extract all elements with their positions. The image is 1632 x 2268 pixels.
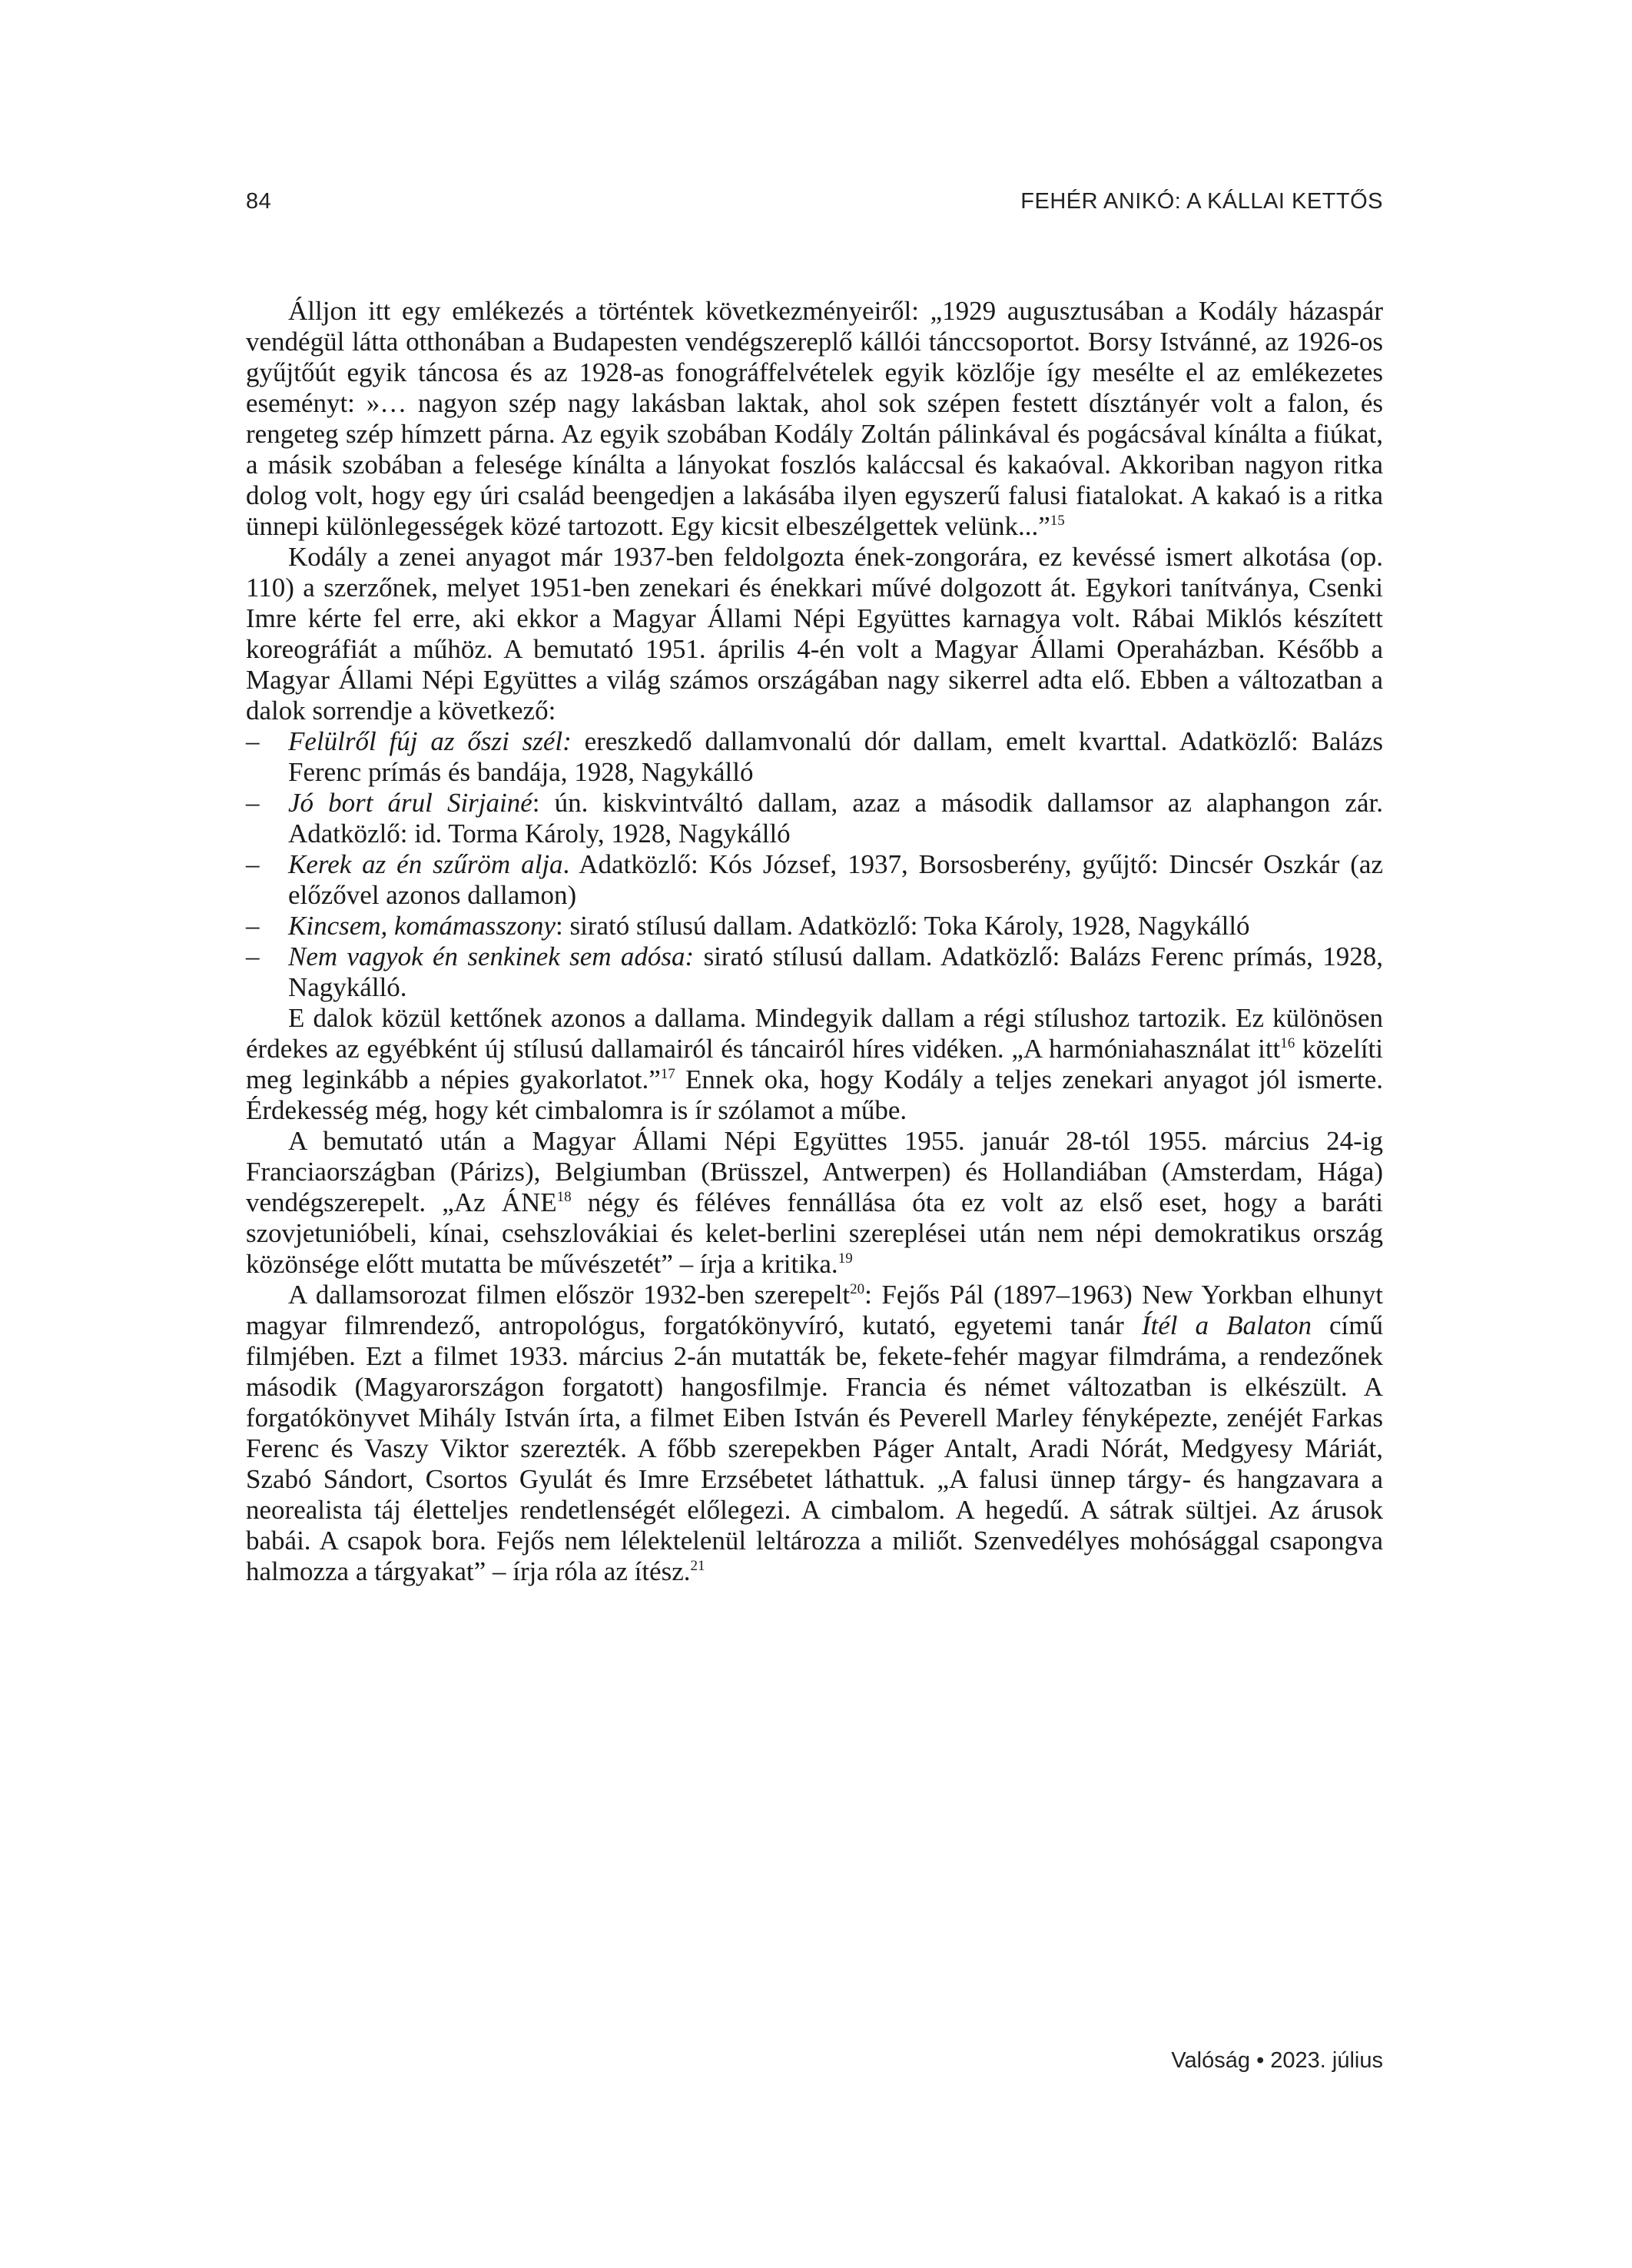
- footnote-ref[interactable]: 17: [660, 1066, 675, 1082]
- song-title: Nem vagyok én senkinek sem adósa:: [288, 941, 695, 971]
- paragraph-composition: Kodály a zenei anyagot már 1937-ben feldolgozta ének-zongorára, ez kevéssé ismert alkotása (op. 110) a szerzőnek, melyet 1951-ben zenekari és énekkari művé dolgozott át. Egykori tanítványa, Csenki Imre kérte fel erre, aki ekkor a Magyar Állami Népi Együttes karnagya volt. Rábai Miklós készített koreográfiát a műhöz. A bemutató 1951. április 4-én volt a Magyar Állami Operaházban. Később a Magyar Állami Népi Együttes a világ számos országában nagy sikerrel adta elő. Ebben a változatban a dalok sorrendje a következő:: [246, 542, 1383, 726]
- footnote-ref[interactable]: 18: [556, 1189, 572, 1205]
- song-description: . Adatközlő: Kós József, 1937, Borsosberény, gyűjtő: Dincsér Oszkár (az előzővel azonos dallamon): [288, 849, 1383, 910]
- song-description: sirató stílusú dallam. Adatközlő: Balázs Ferenc prímás, 1928, Nagykálló.: [288, 941, 1384, 1002]
- page-footer: [999, 2048, 1383, 2074]
- song-title: Felülről fúj az őszi szél:: [288, 726, 572, 756]
- journal-name: Valóság: [1171, 2048, 1250, 2073]
- issue-date: 2023. július: [1270, 2048, 1383, 2073]
- dash-bullet: –: [246, 849, 260, 879]
- paragraph-film: A dallamsorozat filmen először 1932-ben szerepelt$^{20}$: Fejős Pál (1897–1963) New Yorkban elhunyt magyar filmrendező, antropológus, forgatókönyvíró, kutató, egyetemi tanár Ítél a Balaton című filmjében. Ezt a filmet 1933. március 2-án mutatták be, fekete-fehér magyar filmdráma, a rendezőnek második (Magyarországon forgatott) hangosfilmje. Francia és német változatban is elkészült. A forgatókönyvet Mihály István írta, a filmet Eiben István és Peverell Marley fényképezte, zenéjét Farkas Ferenc és Vaszy Viktor szerezték. A főbb szerepekben Páger Antalt, Aradi Nórát, Medgyesy Máriát, Szabó Sándort, Csortos Gyulát és Imre Erzsébetet láthattuk. „A falusi ünnep tárgy- és hangzavara a neorealista táj életteljes rendetlenségét előlegezi. A cimbalom. A hegedű. A sátrak sültjei. Az árusok babái. A csapok bora. Fejős nem lélektelenül leltározza a miliőt. Szenvedélyes mohósággal csapongva halmozza a tárgyakat” – írja róla az ítész.$^{21}$: [246, 1280, 1384, 1586]
- song-list-item: [246, 788, 1383, 849]
- footnote-ref[interactable]: 15: [1050, 513, 1065, 529]
- song-list-item: [246, 941, 1383, 1003]
- footnote-ref[interactable]: 20: [850, 1281, 865, 1297]
- article-body: [246, 296, 1383, 1587]
- song-description: : sirató stílusú dallam. Adatközlő: Toka Károly, 1928, Nagykálló: [556, 911, 1250, 941]
- song-list-item: [246, 726, 1383, 788]
- paragraph-recollection: Álljon itt egy emlékezés a történtek következményeiről: „1929 augusztusában a Kodály házaspár vendégül látta otthonában a Budapesten vendégszereplő kállói tánccsoportot. Borsy Istvánné, az 1926-os gyűjtőút egyik táncosa és az 1928-as fonográffelvételek egyik közlője így mesélte el az emlékezetes eseményt: »… nagyon szép nagy lakásban laktak, ahol sok szépen festett dísztányér volt a falon, és rengeteg szép hímzett párna. Az egyik szobában Kodály Zoltán pálinkával és pogácsával kínálta a fiúkat, a másik szobában a felesége kínálta a lányokat foszlós kaláccsal és kakaóval. Akkoriban nagyon ritka dolog volt, hogy egy úri család beengedjen a lakásába ilyen egyszerű falusi fiatalokat. A kakaó is a ritka ünnepi különlegességek közé tartozott. Egy kicsit elbeszélgettek velünk...”$^{15}$: [246, 296, 1383, 541]
- paragraph-tour: A bemutató után a Magyar Állami Népi Együttes 1955. január 28-tól 1955. március 24-ig Franciaországban (Párizs), Belgiumban (Brüsszel, Antwerpen) és Hollandiában (Amsterdam, Hága) vendégszerepelt. „Az ÁNE$^{18}$ négy és féléves fennállása óta ez volt az első eset, hogy a baráti szovjetunióbeli, kínai, csehszlovákiai és kelet-berlini szereplései után nem népi demokratikus ország közönsége előtt mutatta be művészetét” – írja a kritika.$^{19}$: [246, 1126, 1383, 1279]
- footnote-ref[interactable]: 19: [838, 1250, 853, 1267]
- song-list-item: [246, 911, 1383, 941]
- paragraph-melodies: E dalok közül kettőnek azonos a dallama. Mindegyik dallam a régi stílushoz tartozik. Ez különösen érdekes az egyébként új stílusú dallamairól és táncairól híres vidéken. „A harmóniahasználat itt$^{16}$ közelíti meg leginkább a népies gyakorlatot.”$^{17}$ Ennek oka, hogy Kodály a teljes zenekari anyagot jól ismerte. Érdekesség még, hogy két cimbalomra is ír szólamot a műbe.: [246, 1003, 1383, 1125]
- footnote-ref[interactable]: 21: [690, 1558, 705, 1574]
- song-title: Kincsem, komámasszony: [288, 911, 556, 941]
- page-number: 84: [246, 188, 272, 214]
- running-title: FEHÉR ANIKÓ: A KÁLLAI KETTŐS: [1020, 188, 1383, 214]
- running-head: [246, 184, 1383, 218]
- dash-bullet: –: [246, 911, 260, 941]
- song-title: Kerek az én szűröm alja: [288, 849, 563, 879]
- footnote-ref[interactable]: 16: [1280, 1035, 1295, 1051]
- song-list: [246, 726, 1383, 1003]
- song-title: Jó bort árul Sirjainé: [288, 788, 532, 818]
- dash-bullet: –: [246, 726, 260, 756]
- song-description: ereszkedő dallamvonalú dór dallam, emelt kvarttal. Adatközlő: Balázs Ferenc prímás és bandája, 1928, Nagykálló: [288, 726, 1383, 787]
- song-list-item: [246, 849, 1383, 911]
- bullet-separator: •: [1256, 2048, 1265, 2073]
- dash-bullet: –: [246, 788, 260, 818]
- film-title: Ítél a Balaton: [1141, 1310, 1312, 1340]
- dash-bullet: –: [246, 941, 260, 971]
- song-description: : ún. kiskvintváltó dallam, azaz a második dallamsor az alaphangon zár. Adatközlő: id. Torma Károly, 1928, Nagykálló: [288, 788, 1383, 848]
